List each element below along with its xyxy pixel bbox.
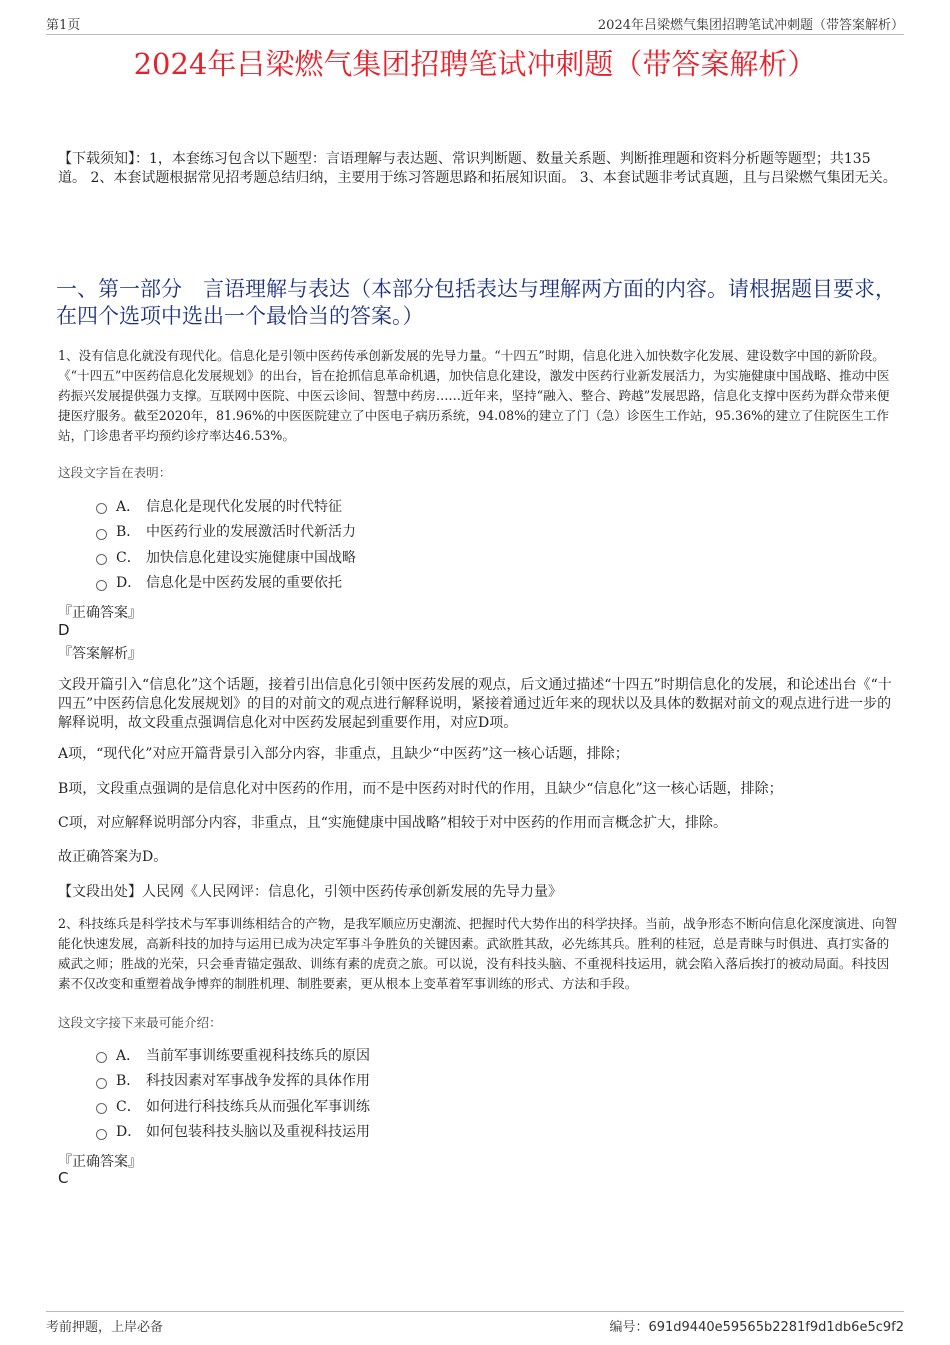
footer-slogan: 考前押题，上岸必备	[46, 1320, 164, 1335]
radio-icon[interactable]	[96, 503, 107, 514]
page-number: 第1页	[46, 18, 81, 33]
radio-icon[interactable]	[96, 1129, 107, 1140]
radio-icon[interactable]	[96, 529, 107, 540]
document-title: 2024年吕梁燃气集团招聘笔试冲刺题（带答案解析）	[133, 47, 817, 81]
question-2-option-c[interactable]: C． 如何进行科技练兵从而强化军事训练	[96, 1093, 696, 1119]
question-2-answer-label: 『正确答案』	[58, 1154, 142, 1170]
question-2-text: 2、科技练兵是科学技术与军事训练相结合的产物，是我军顺应历史潮流、把握时代大势作出的科学抉择。当前，战争形态不断向信息化深度演进、向智能化快速发展，高新科技的加持与运用已成为决定军事斗争胜负的关键因素。武欲胜其敌，必先练其兵。胜利的桂冠，总是青睐与时俱进、真打实备的威武之师；胜战的光荣，只会垂青锚定强敌、训练有素的虎贲之旅。可以说，没有科技头脑、不重视科技运用，就会陷入落后挨打的被动局面。科技因素不仅改变和重塑着战争博弈的制胜机理、制胜要素，更从根本上变革着军事训练的形式、方法和手段。	[58, 916, 898, 991]
radio-icon[interactable]	[96, 1052, 107, 1063]
download-notice: 【下载须知】：1，本套练习包含以下题型：言语理解与表达题、常识判断题、数量关系题、判断推理题和资料分析题等题型；共135道。 2、本套试题根据常见招考题总结归纳，主要用于练习答题思路和拓展知识面。 3、本套试题非考试真题，且与吕梁燃气集团无关。	[58, 151, 897, 186]
question-1-text: 1、没有信息化就没有现代化。信息化是引领中医药传承创新发展的先导力量。“十四五”时期，信息化进入加快数字化发展、建设数字中国的新阶段。《“十四五”中医药信息化发展规划》的出台，旨在抢抓信息革命机遇，加快信息化建设，激发中医药行业新发展活力，为实施健康中国战略、推动中医药振兴发展提供强力支撑。互联网中医院、中医云诊间、智慧中药房……近年来，坚持“融入、整合、跨越”发展思路，信息化支撑中医药为群众带来便捷医疗服务。截至2020年，81.96%的中医医院建立了中医电子病历系统，94.08%的建立了门（急）诊医生工作站，95.36%的建立了住院医生工作站，门诊患者平均预约诊疗率达46.53%。	[58, 348, 890, 443]
section-title: 一、第一部分 言语理解与表达（本部分包括表达与理解两方面的内容。请根据题目要求，在四个选项中选出一个最恰当的答案。）	[56, 277, 896, 328]
question-1-lead: 这段文字旨在表明：	[58, 465, 172, 480]
radio-icon[interactable]	[96, 580, 107, 591]
question-1-analysis-label: 『答案解析』	[58, 646, 142, 662]
radio-icon[interactable]	[96, 1078, 107, 1089]
question-1-option-c[interactable]: C． 加快信息化建设实施健康中国战略	[96, 544, 696, 570]
question-1-option-b[interactable]: B． 中医药行业的发展激活时代新活力	[96, 519, 696, 545]
question-1-option-d[interactable]: D． 信息化是中医药发展的重要依托	[96, 570, 696, 596]
page-header	[46, 14, 904, 35]
question-1-analysis-para: B项，文段重点强调的是信息化对中医药的作用，而不是中医药对时代的作用，且缺少“信息化”这一核心话题，排除；	[58, 781, 783, 797]
question-2-options	[96, 1042, 696, 1144]
question-1-analysis-para: 故正确答案为D。	[58, 849, 168, 865]
question-2-option-b[interactable]: B． 科技因素对军事战争发挥的具体作用	[96, 1068, 696, 1094]
question-1-options	[96, 493, 696, 595]
question-1-source: 【文段出处】人民网《人民网评：信息化，引领中医药传承创新发展的先导力量》	[58, 884, 562, 900]
question-1-answer-label: 『正确答案』	[58, 605, 142, 621]
question-2-answer: C	[58, 1169, 69, 1187]
question-2-option-d[interactable]: D． 如何包装科技头脑以及重视科技运用	[96, 1119, 696, 1145]
question-2-lead: 这段文字接下来最可能介绍：	[58, 1015, 222, 1030]
footer-code: 编号：691d9440e59565b2281f9d1db6e5c9f2	[609, 1320, 904, 1335]
page-footer	[46, 1311, 904, 1335]
radio-icon[interactable]	[96, 1103, 107, 1114]
question-1-analysis-para: C项，对应解释说明部分内容，非重点，且“实施健康中国战略”相较于对中医药的作用而言概念扩大，排除。	[58, 815, 728, 831]
question-1-answer: D	[58, 621, 70, 639]
question-1-option-a[interactable]: A． 信息化是现代化发展的时代特征	[96, 493, 696, 519]
header-doc-title: 2024年吕梁燃气集团招聘笔试冲刺题（带答案解析）	[597, 18, 904, 33]
radio-icon[interactable]	[96, 554, 107, 565]
question-2-option-a[interactable]: A． 当前军事训练要重视科技练兵的原因	[96, 1042, 696, 1068]
question-1-analysis-para: 文段开篇引入“信息化”这个话题，接着引出信息化引领中医药发展的观点，后文通过描述“十四五”时期信息化的发展，和论述出台《“十四五”中医药信息化发展规划》的目的对前文的观点进行解释说明，紧接着通过近年来的现状以及具体的数据对前文的观点进行进一步的解释说明，故文段重点强调信息化对中医药发展起到重要作用，对应D项。	[58, 677, 892, 731]
question-1-analysis-para: A项，“现代化”对应开篇背景引入部分内容，非重点，且缺少“中医药”这一核心话题，排除；	[58, 746, 629, 762]
